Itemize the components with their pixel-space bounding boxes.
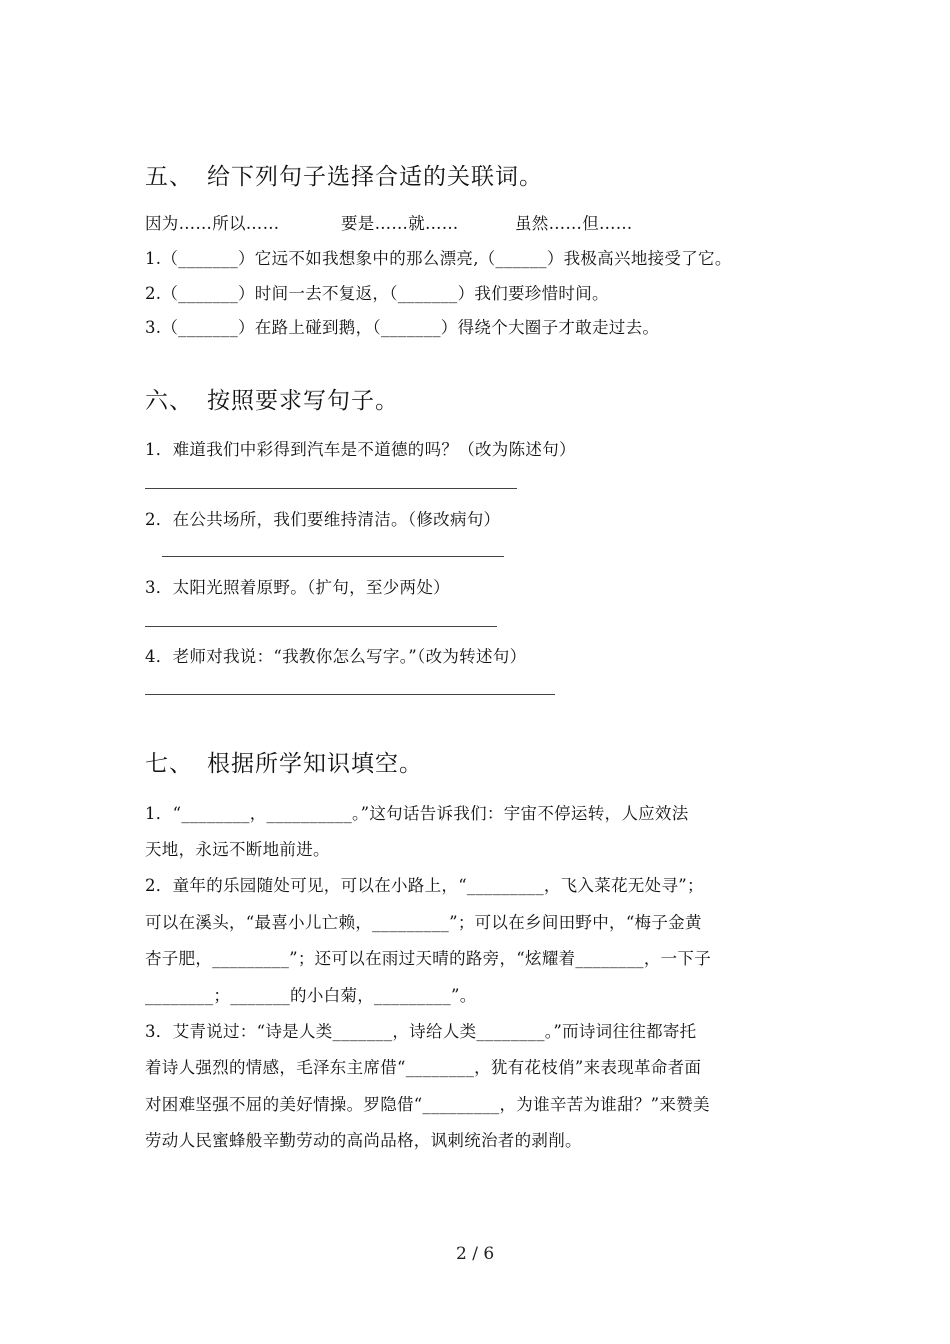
section6-item: 2．在公共场所，我们要维持清洁。（修改病句） [145,510,501,529]
section7-line: ________；_______的小白菊，_________”。 [145,986,477,1005]
section7-line: 着诗人强烈的情感，毛泽东主席借“________，犹有花枝俏”来表现革命者面 [145,1058,702,1077]
section7-line: 劳动人民蜜蜂般辛勤劳动的高尚品格，讽刺统治者的剥削。 [145,1131,582,1150]
section6-heading-number: 六、 [145,388,193,414]
section6-item: 4．老师对我说：“我教你怎么写字。”（改为转述句） [145,647,527,666]
section7-line: 天地，永远不断地前进。 [145,840,330,859]
section5-heading-text: 给下列句子选择合适的关联词。 [207,164,543,190]
section6-item: 3．太阳光照着原野。（扩句，至少两处） [145,578,450,597]
section5-options [145,210,633,234]
section7-heading-text: 根据所学知识填空。 [207,751,423,777]
answer-line[interactable] [145,626,497,627]
section6-heading [145,382,399,415]
conjunction-option: 虽然……但…… [515,214,633,233]
section6-heading-text: 按照要求写句子。 [207,388,399,414]
answer-line[interactable] [145,488,517,489]
answer-line[interactable] [162,556,504,557]
section7-line: 可以在溪头，“最喜小儿亡赖，_________”；可以在乡间田野中，“梅子金黄 [145,913,702,932]
section7-line: 杏子肥，_________”；还可以在雨过天晴的路旁，“炫耀着________，一下子 [145,949,712,968]
section7-line: 2．童年的乐园随处可见，可以在小路上，“_________，飞入菜花无处寻”； [145,876,704,895]
section6-item: 1．难道我们中彩得到汽车是不道德的吗？（改为陈述句） [145,440,576,459]
conjunction-option: 要是……就…… [341,214,459,233]
section5-item: 1.（_______）它远不如我想象中的那么漂亮,（______）我极高兴地接受了它。 [145,249,732,268]
answer-line[interactable] [145,694,555,695]
section7-line: 1．“________，__________。”这句话告诉我们：宇宙不停运转，人应效法 [145,804,689,823]
section7-heading [145,745,423,778]
page-number: 2 / 6 [456,1244,495,1264]
section5-heading-number: 五、 [145,164,193,190]
section5-item: 3.（_______）在路上碰到鹅，（_______）得绕个大圈子才敢走过去。 [145,318,660,337]
section7-line: 3．艾青说过：“诗是人类_______，诗给人类________。”而诗词往往都寄托 [145,1022,697,1041]
section5-heading [145,158,543,191]
section7-line: 对困难坚强不屈的美好情操。罗隐借“_________，为谁辛苦为谁甜？”来赞美 [145,1095,710,1114]
section5-item: 2.（_______）时间一去不复返，（_______）我们要珍惜时间。 [145,284,609,303]
section7-heading-number: 七、 [145,751,193,777]
conjunction-option: 因为……所以…… [145,214,280,233]
